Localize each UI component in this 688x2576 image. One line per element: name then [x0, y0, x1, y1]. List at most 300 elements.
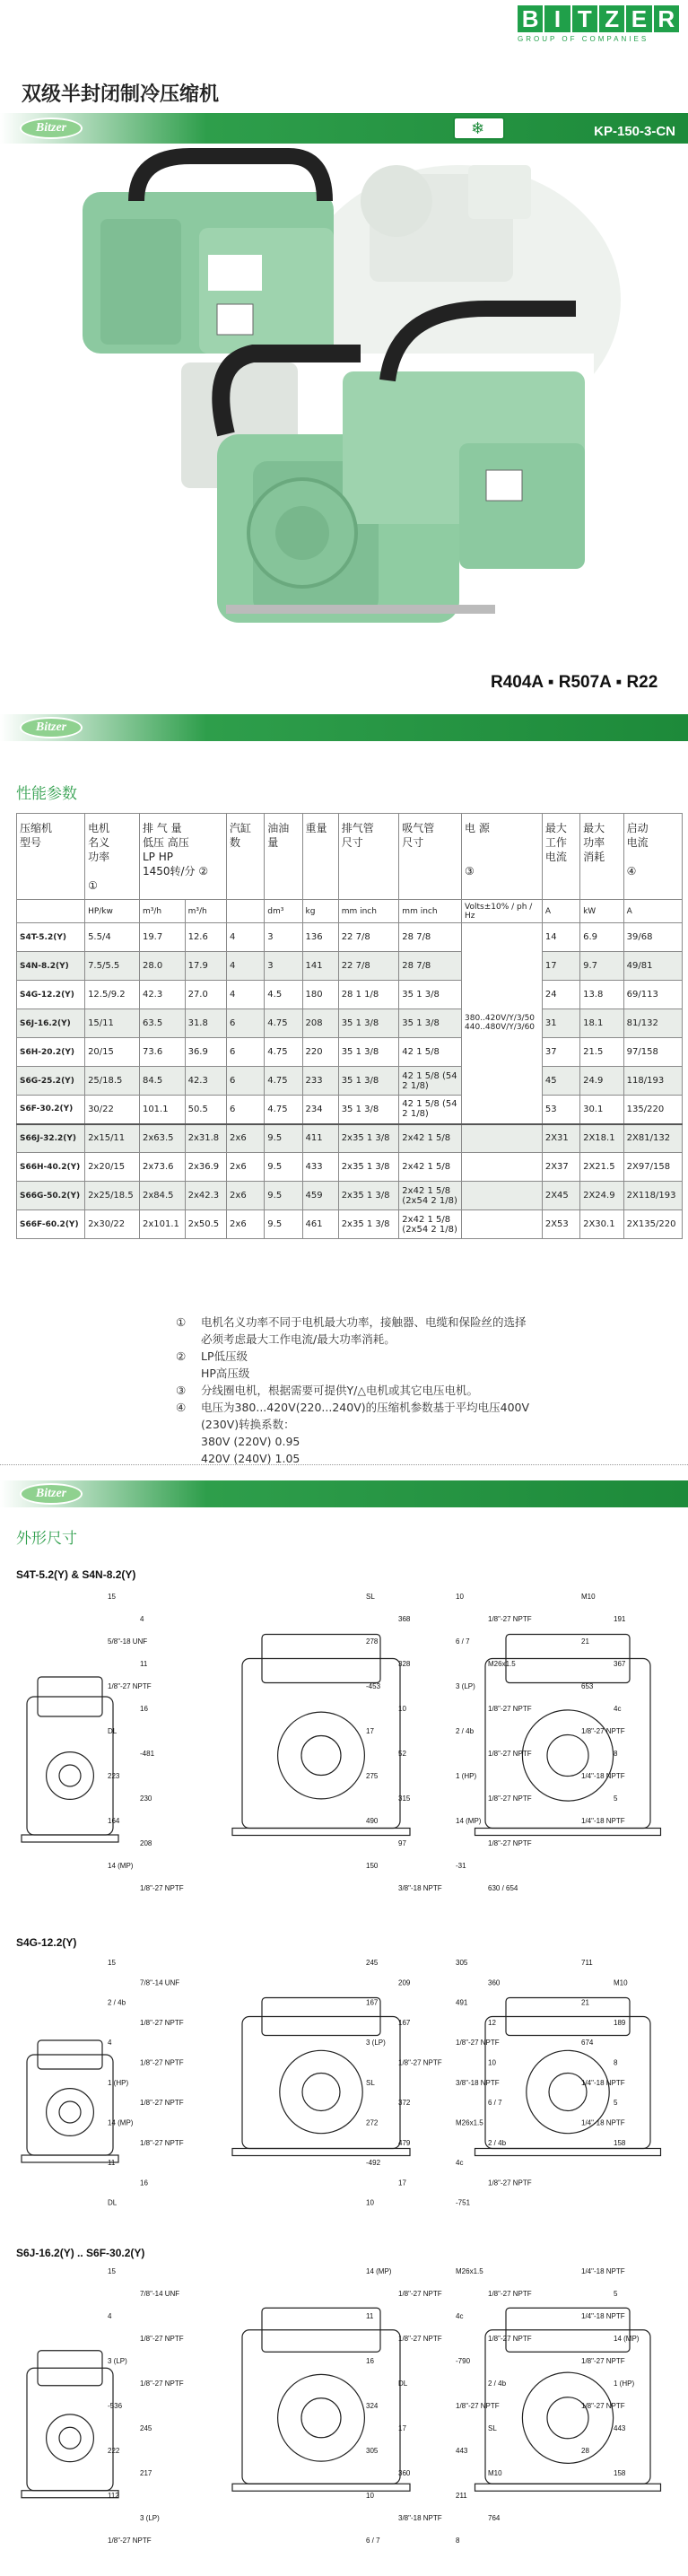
- drawing-callout: 3/8"-18 NPTF: [398, 2514, 442, 2522]
- drawing-callout: -536: [108, 2402, 123, 2410]
- drawing-callout: 12: [488, 2018, 496, 2027]
- drawing-svg: [7, 1586, 682, 1918]
- drawing-callout: 1/4"-18 NPTF: [581, 2312, 625, 2320]
- drawing-callout: 1/8"-27 NPTF: [488, 1839, 532, 1847]
- table-cell-suc: 28 7/8: [399, 923, 462, 952]
- drawing-callout: SL: [488, 2424, 497, 2432]
- table-cell-model: S4N-8.2(Y): [17, 952, 85, 981]
- drawing-outline: [475, 2484, 661, 2491]
- table-cell-oil: 4.5: [265, 981, 302, 1009]
- drawing-label-s6j: S6J-16.2(Y) .. S6F-30.2(Y): [16, 2247, 145, 2259]
- table-cell-kw: 24.9: [580, 1067, 624, 1096]
- table-unit-cell: m³/h: [139, 900, 185, 923]
- drawing-callout: 1/8"-27 NPTF: [398, 2290, 442, 2298]
- divider: [0, 1464, 688, 1465]
- drawing-callout: 1/8"-27 NPTF: [488, 1750, 532, 1758]
- drawing-callout: 8: [614, 2058, 618, 2067]
- bitzer-badge-logo: Bitzer: [20, 717, 83, 738]
- drawing-callout: 1/8"-27 NPTF: [488, 1794, 532, 1803]
- drawing-callout: 2 / 4b: [488, 2138, 507, 2147]
- drawing-callout: 367: [614, 1660, 626, 1668]
- table-cell-model: S66F-60.2(Y): [17, 1210, 85, 1239]
- table-cell-dis: 2x35 1 3/8: [338, 1210, 399, 1239]
- drawing-callout: 4: [108, 2039, 112, 2048]
- footnote-line: [176, 1433, 660, 1450]
- table-cell-cyl: 4: [227, 923, 265, 952]
- drawing-callout: M10: [614, 1978, 628, 1987]
- drawing-callout: 305: [366, 2447, 379, 2455]
- drawing-callout: 209: [398, 1978, 411, 1987]
- table-cell-power: 2x25/18.5: [85, 1182, 140, 1210]
- drawing-callout: 1/4"-18 NPTF: [581, 2118, 625, 2127]
- drawing-callout: SL: [366, 2078, 375, 2087]
- drawing-callout: 479: [398, 2138, 411, 2147]
- drawing-callout: 245: [140, 2424, 152, 2432]
- drawing-callout: 4: [108, 2312, 112, 2320]
- drawing-outline: [22, 2155, 118, 2162]
- drawing-callout: 1/8"-27 NPTF: [108, 2537, 152, 2545]
- logo-letter: R: [654, 5, 679, 32]
- table-cell-oil: 9.5: [265, 1182, 302, 1210]
- drawing-callout: 443: [456, 2447, 468, 2455]
- drawing-callout: 10: [366, 2492, 374, 2500]
- drawing-callout: 360: [398, 2469, 411, 2477]
- compressor-illustration: [74, 147, 684, 668]
- refrigerants-label: R404A ▪ R507A ▪ R22: [491, 673, 658, 692]
- footnote-text: 380V (220V) 0.95: [201, 1435, 300, 1448]
- drawing-callout: 2 / 4b: [108, 1998, 126, 2007]
- table-row: [17, 1124, 683, 1153]
- drawing-outline: [301, 1736, 341, 1776]
- table-cell-cyl: 4: [227, 981, 265, 1009]
- table-cell-suc: 2x42 1 5/8: [399, 1153, 462, 1182]
- drawing-callout: 1 (HP): [456, 1772, 477, 1780]
- footnote-line: [176, 1331, 660, 1348]
- drawing-svg: [7, 1952, 682, 2231]
- drawing-outline: [22, 2491, 118, 2498]
- table-unit-cell: kg: [302, 900, 338, 923]
- logo-wordmark: [518, 5, 679, 32]
- drawing-callout: M26x1.5: [456, 2267, 483, 2275]
- drawing-callout: 1/8"-27 NPTF: [456, 2039, 500, 2048]
- table-cell-cyl: 6: [227, 1038, 265, 1067]
- footnote-line: [176, 1399, 660, 1416]
- compressor-photo: [74, 147, 684, 668]
- table-cell-kw: 21.5: [580, 1038, 624, 1067]
- table-cell-power: 5.5/4: [85, 923, 140, 952]
- footnote-marker: ④: [176, 1401, 187, 1414]
- table-header-cell: 油油 量: [265, 814, 302, 900]
- table-cell-model: S6J-16.2(Y): [17, 1009, 85, 1038]
- table-cell-suc: 28 7/8: [399, 952, 462, 981]
- table-cell-oil: 3: [265, 952, 302, 981]
- table-unit-cell: Volts±10% / ph / Hz: [462, 900, 543, 923]
- drawing-callout: 324: [366, 2402, 379, 2410]
- table-cell-kw: 9.7: [580, 952, 624, 981]
- table-cell-oil: 9.5: [265, 1210, 302, 1239]
- drawing-callout: 1/8"-27 NPTF: [140, 2335, 184, 2343]
- drawing-view: [22, 2040, 118, 2162]
- table-cell-weight: 136: [302, 923, 338, 952]
- dimension-drawing-s4g: [7, 1952, 682, 2231]
- table-unit-cell: dm³: [265, 900, 302, 923]
- table-cell-weight: 411: [302, 1124, 338, 1153]
- table-unit-cell: mm inch: [338, 900, 399, 923]
- table-header-cell: 电机 名义 功率 ①: [85, 814, 140, 900]
- drawing-callout: -751: [456, 2198, 471, 2207]
- drawing-callout: -453: [366, 1682, 381, 1690]
- table-cell-weight: 461: [302, 1210, 338, 1239]
- table-unit-cell: [227, 900, 265, 923]
- drawing-outline: [232, 2149, 410, 2156]
- table-cell-power: 7.5/5.5: [85, 952, 140, 981]
- table-cell-hp: 17.9: [185, 952, 226, 981]
- table-cell-power: 30/22: [85, 1096, 140, 1124]
- drawing-callout: 17: [398, 2424, 406, 2432]
- drawing-outline: [22, 1835, 118, 1842]
- table-unit-cell: HP/kw: [85, 900, 140, 923]
- footnote-text: (230V)转换系数：: [201, 1418, 295, 1431]
- drawing-callout: 189: [614, 2018, 626, 2027]
- table-cell-oil: 3: [265, 923, 302, 952]
- table-header-cell: 最大 功率 消耗: [580, 814, 624, 900]
- drawing-callout: 1/8"-27 NPTF: [140, 1884, 184, 1892]
- table-cell-dis: 2x35 1 3/8: [338, 1124, 399, 1153]
- drawing-callout: 315: [398, 1794, 411, 1803]
- drawing-callout: 15: [108, 2267, 116, 2275]
- table-cell-lp: 2x84.5: [139, 1182, 185, 1210]
- table-cell-dis: 35 1 3/8: [338, 1038, 399, 1067]
- drawing-outline: [485, 1659, 650, 1829]
- table-cell-power: 25/18.5: [85, 1067, 140, 1096]
- table-cell-cyl: 2x6: [227, 1153, 265, 1182]
- table-header-cell: 排气管 尺寸: [338, 814, 399, 900]
- table-header-cell: 排 气 量 低压 高压 LP HP 1450转/分 ②: [139, 814, 226, 900]
- table-cell-oil: 4.75: [265, 1067, 302, 1096]
- drawing-callout: 1/8"-27 NPTF: [488, 2335, 532, 2343]
- table-cell-weight: 433: [302, 1153, 338, 1182]
- table-units-row: [17, 900, 683, 923]
- drawing-callout: 1/8"-27 NPTF: [140, 2099, 184, 2108]
- drawing-callout: 5: [614, 2099, 618, 2108]
- drawing-callout: 10: [456, 1593, 464, 1601]
- table-header-cell: 重量: [302, 814, 338, 900]
- footnote-text: HP高压级: [201, 1367, 250, 1380]
- table-cell-hp: 27.0: [185, 981, 226, 1009]
- model-code: KP-150-3-CN: [594, 124, 675, 139]
- drawing-callout: 7/8"-14 UNF: [140, 2290, 180, 2298]
- drawing-outline: [59, 2101, 81, 2123]
- drawing-view: [22, 2351, 118, 2498]
- dimension-drawing-s4t: [7, 1586, 682, 1918]
- table-cell-suc: 2x42 1 5/8: [399, 1124, 462, 1153]
- drawing-callout: 1/8"-27 NPTF: [398, 2058, 442, 2067]
- footnote-text: 电压为380...420V(220...240V)的压缩机参数基于平均电压400V: [201, 1401, 530, 1414]
- footnote-text: 电机名义功率不同于电机最大功率，接触器、电缆和保险丝的选择: [201, 1315, 527, 1329]
- table-cell-cur: 17: [542, 952, 579, 981]
- table-cell-kw: 2X30.1: [580, 1210, 624, 1239]
- drawing-callout: 5/8"-18 UNF: [108, 1637, 148, 1646]
- table-unit-cell: kW: [580, 900, 624, 923]
- table-cell-lp: 73.6: [139, 1038, 185, 1067]
- table-cell-cur: 37: [542, 1038, 579, 1067]
- table-cell-suc: 2x42 1 5/8 (2x54 2 1/8): [399, 1182, 462, 1210]
- bitzer-logo: [518, 5, 679, 50]
- drawing-outline: [485, 2017, 650, 2149]
- drawing-callout: 1/8"-27 NPTF: [488, 1615, 532, 1623]
- drawing-callout: 2 / 4b: [456, 1727, 475, 1735]
- footnote-text: 分线圈电机，根据需要可提供Y/△电机或其它电压电机。: [201, 1384, 478, 1397]
- table-cell-cyl: 6: [227, 1009, 265, 1038]
- drawing-callout: 360: [488, 1978, 501, 1987]
- table-cell-model: S66G-50.2(Y): [17, 1182, 85, 1210]
- drawing-view: [232, 2308, 410, 2491]
- dimension-drawing-s6j: [7, 2261, 682, 2571]
- footnote-marker: [176, 1433, 201, 1450]
- drawing-outline: [485, 2330, 650, 2484]
- drawing-callout: 5: [614, 2290, 618, 2298]
- drawing-callout: 17: [398, 2179, 406, 2187]
- drawing-callout: 1/8"-27 NPTF: [140, 2380, 184, 2388]
- drawing-callout: 14 (MP): [366, 2267, 392, 2275]
- footnote-marker: ①: [176, 1315, 187, 1329]
- table-cell-dis: 35 1 3/8: [338, 1067, 399, 1096]
- drawing-callout: 630 / 654: [488, 1884, 518, 1892]
- footnote-line: [176, 1348, 660, 1365]
- table-cell-cyl: 6: [227, 1096, 265, 1124]
- table-cell-lp: 42.3: [139, 981, 185, 1009]
- table-cell-start: 39/68: [623, 923, 682, 952]
- table-cell-lp: 2x73.6: [139, 1153, 185, 1182]
- drawing-outline: [242, 2017, 400, 2149]
- drawing-callout: 222: [108, 2447, 120, 2455]
- table-unit-cell: [17, 900, 85, 923]
- drawing-view: [232, 1998, 410, 2156]
- table-cell-kw: 2X21.5: [580, 1153, 624, 1182]
- table-cell-dis: 2x35 1 3/8: [338, 1182, 399, 1210]
- drawing-callout: 14 (MP): [456, 1817, 482, 1825]
- drawing-outline: [302, 2074, 340, 2111]
- refrigeration-icon: [453, 117, 505, 140]
- table-cell-oil: 9.5: [265, 1153, 302, 1182]
- table-cell-suc: 35 1 3/8: [399, 1009, 462, 1038]
- table-cell-power: 12.5/9.2: [85, 981, 140, 1009]
- table-header-cell: 汽缸 数: [227, 814, 265, 900]
- table-cell-hp: 31.8: [185, 1009, 226, 1038]
- logo-letter: B: [518, 5, 543, 32]
- drawing-callout: 15: [108, 1959, 116, 1967]
- table-cell-dis: 35 1 3/8: [338, 1009, 399, 1038]
- table-cell-suc: 35 1 3/8: [399, 981, 462, 1009]
- drawing-callout: 191: [614, 1615, 626, 1623]
- table-row: [17, 1038, 683, 1067]
- drawing-callout: 1/8"-27 NPTF: [488, 2179, 532, 2187]
- drawing-callout: 4c: [456, 2159, 464, 2168]
- drawing-callout: 1/8"-27 NPTF: [140, 2018, 184, 2027]
- drawing-callout: 208: [140, 1839, 152, 1847]
- drawing-callout: 3 (LP): [366, 2039, 386, 2048]
- table-cell-kw: 18.1: [580, 1009, 624, 1038]
- table-cell-oil: 9.5: [265, 1124, 302, 1153]
- drawing-callout: 1/8"-27 NPTF: [398, 2335, 442, 2343]
- drawing-callout: 3 (LP): [108, 2357, 127, 2365]
- table-cell-lp: 2x101.1: [139, 1210, 185, 1239]
- table-cell-dis: 22 7/8: [338, 952, 399, 981]
- table-row: [17, 923, 683, 952]
- table-cell-power: 2x30/22: [85, 1210, 140, 1239]
- drawing-callout: 1/8"-27 NPTF: [488, 2290, 532, 2298]
- section-band-performance: [0, 714, 688, 741]
- table-cell-weight: 141: [302, 952, 338, 981]
- drawing-callout: M26x1.5: [488, 1660, 516, 1668]
- drawing-callout: 490: [366, 1817, 379, 1825]
- table-cell-cur: 2X31: [542, 1124, 579, 1153]
- drawing-callout: 1/8"-27 NPTF: [140, 2058, 184, 2067]
- drawing-callout: 6 / 7: [488, 2099, 502, 2108]
- drawing-outline: [59, 1765, 81, 1786]
- footnote-text: 必须考虑最大工作电流/最大功率消耗。: [201, 1332, 396, 1346]
- drawing-outline: [232, 2484, 410, 2491]
- drawing-callout: -31: [456, 1862, 466, 1870]
- drawing-callout: 2 / 4b: [488, 2380, 507, 2388]
- table-cell-power: 20/15: [85, 1038, 140, 1067]
- table-cell-suc: 42 1 5/8: [399, 1038, 462, 1067]
- table-cell-oil: 4.75: [265, 1038, 302, 1067]
- table-cell-cur: 2X45: [542, 1182, 579, 1210]
- table-unit-cell: A: [542, 900, 579, 923]
- logo-letter: Z: [599, 5, 624, 32]
- drawing-callout: DL: [398, 2380, 408, 2388]
- footnote-text: LP低压级: [201, 1349, 248, 1363]
- table-cell-power-supply-empty: [462, 1210, 543, 1239]
- table-cell-cur: 2X37: [542, 1153, 579, 1182]
- table-cell-start: 97/158: [623, 1038, 682, 1067]
- table-cell-hp: 2x36.9: [185, 1153, 226, 1182]
- logo-letter: T: [572, 5, 597, 32]
- drawing-callout: M10: [488, 2469, 502, 2477]
- drawing-callout: 15: [108, 1593, 116, 1601]
- drawing-outline: [232, 1829, 410, 1836]
- table-cell-cur: 53: [542, 1096, 579, 1124]
- table-cell-model: S4G-12.2(Y): [17, 981, 85, 1009]
- section-band-dimensions: [0, 1480, 688, 1507]
- table-header-cell: 最大 工作 电流: [542, 814, 579, 900]
- table-cell-kw: 6.9: [580, 923, 624, 952]
- drawing-callout: 1/4"-18 NPTF: [581, 1772, 625, 1780]
- drawing-callout: 491: [456, 1998, 468, 2007]
- table-cell-oil: 4.75: [265, 1096, 302, 1124]
- section-title-performance: 性能参数: [16, 785, 77, 803]
- drawing-callout: 1/4"-18 NPTF: [581, 1817, 625, 1825]
- drawing-callout: 14 (MP): [108, 1862, 134, 1870]
- table-header-row: [17, 814, 683, 900]
- drawing-callout: 11: [366, 2312, 374, 2320]
- table-cell-model: S4T-5.2(Y): [17, 923, 85, 952]
- table-cell-weight: 233: [302, 1067, 338, 1096]
- footnote-marker: [176, 1416, 201, 1433]
- drawing-callout: 4c: [456, 2312, 464, 2320]
- drawing-callout: 1/8"-27 NPTF: [581, 2402, 625, 2410]
- footnotes: [176, 1314, 660, 1467]
- drawing-outline: [522, 1710, 613, 1801]
- drawing-outline: [278, 2374, 365, 2461]
- table-unit-cell: mm inch: [399, 900, 462, 923]
- drawing-callout: -790: [456, 2357, 471, 2365]
- header-band: [0, 113, 688, 144]
- table-cell-lp: 2x63.5: [139, 1124, 185, 1153]
- footnote-line: [176, 1416, 660, 1433]
- drawing-callout: 3 (LP): [456, 1682, 475, 1690]
- drawing-callout: 167: [398, 2018, 411, 2027]
- drawing-callout: 372: [398, 2099, 411, 2108]
- table-row: [17, 952, 683, 981]
- drawing-callout: 11: [140, 1660, 148, 1668]
- table-cell-model: S6G-25.2(Y): [17, 1067, 85, 1096]
- drawing-callout: 272: [366, 2118, 379, 2127]
- performance-table: [16, 813, 683, 1239]
- table-cell-suc: 42 1 5/8 (54 2 1/8): [399, 1096, 462, 1124]
- table-row: [17, 1009, 683, 1038]
- drawing-callout: 6 / 7: [366, 2537, 380, 2545]
- table-cell-hp: 50.5: [185, 1096, 226, 1124]
- table-cell-cyl: 2x6: [227, 1210, 265, 1239]
- drawing-callout: 1/8"-27 NPTF: [581, 1727, 625, 1735]
- table-row: [17, 1182, 683, 1210]
- bitzer-badge-logo: Bitzer: [20, 118, 83, 139]
- drawing-callout: 158: [614, 2138, 626, 2147]
- drawing-callout: DL: [108, 1727, 118, 1735]
- drawing-callout: 4: [140, 1615, 144, 1623]
- table-cell-hp: 2x31.8: [185, 1124, 226, 1153]
- table-cell-hp: 42.3: [185, 1067, 226, 1096]
- logo-subtitle: GROUP OF COMPANIES: [518, 35, 649, 43]
- drawing-callout: 21: [581, 1637, 589, 1646]
- table-cell-hp: 12.6: [185, 923, 226, 952]
- table-cell-lp: 63.5: [139, 1009, 185, 1038]
- table-cell-lp: 101.1: [139, 1096, 185, 1124]
- table-cell-start: 118/193: [623, 1067, 682, 1096]
- drawing-callout: M10: [581, 1593, 596, 1601]
- drawing-outline: [475, 1829, 661, 1836]
- drawing-callout: 28: [581, 2447, 589, 2455]
- footnote-marker: [176, 1365, 201, 1382]
- table-cell-start: 2X81/132: [623, 1124, 682, 1153]
- drawing-view: [475, 1998, 661, 2156]
- table-cell-dis: 35 1 3/8: [338, 1096, 399, 1124]
- drawing-outline: [47, 2089, 94, 2136]
- drawing-callout: 112: [108, 2492, 119, 2500]
- drawing-view: [22, 1677, 118, 1842]
- drawing-outline: [27, 1697, 113, 1835]
- table-unit-cell: m³/h: [185, 900, 226, 923]
- table-cell-cur: 14: [542, 923, 579, 952]
- table-cell-power-supply-empty: [462, 1124, 543, 1153]
- drawing-callout: 7/8"-14 UNF: [140, 1978, 180, 1987]
- drawing-callout: M26x1.5: [456, 2118, 483, 2127]
- table-cell-suc: 42 1 5/8 (54 2 1/8): [399, 1067, 462, 1096]
- drawing-outline: [27, 2055, 113, 2155]
- drawing-view: [232, 1635, 410, 1836]
- table-cell-suc: 2x42 1 5/8 (2x54 2 1/8): [399, 1210, 462, 1239]
- table-cell-cyl: 4: [227, 952, 265, 981]
- table-cell-start: 2X135/220: [623, 1210, 682, 1239]
- table-cell-weight: 208: [302, 1009, 338, 1038]
- drawing-outline: [547, 1735, 588, 1777]
- table-cell-model: S6H-20.2(Y): [17, 1038, 85, 1067]
- drawing-callout: 1/8"-27 NPTF: [456, 2402, 500, 2410]
- table-cell-hp: 2x42.3: [185, 1182, 226, 1210]
- table-cell-cur: 31: [542, 1009, 579, 1038]
